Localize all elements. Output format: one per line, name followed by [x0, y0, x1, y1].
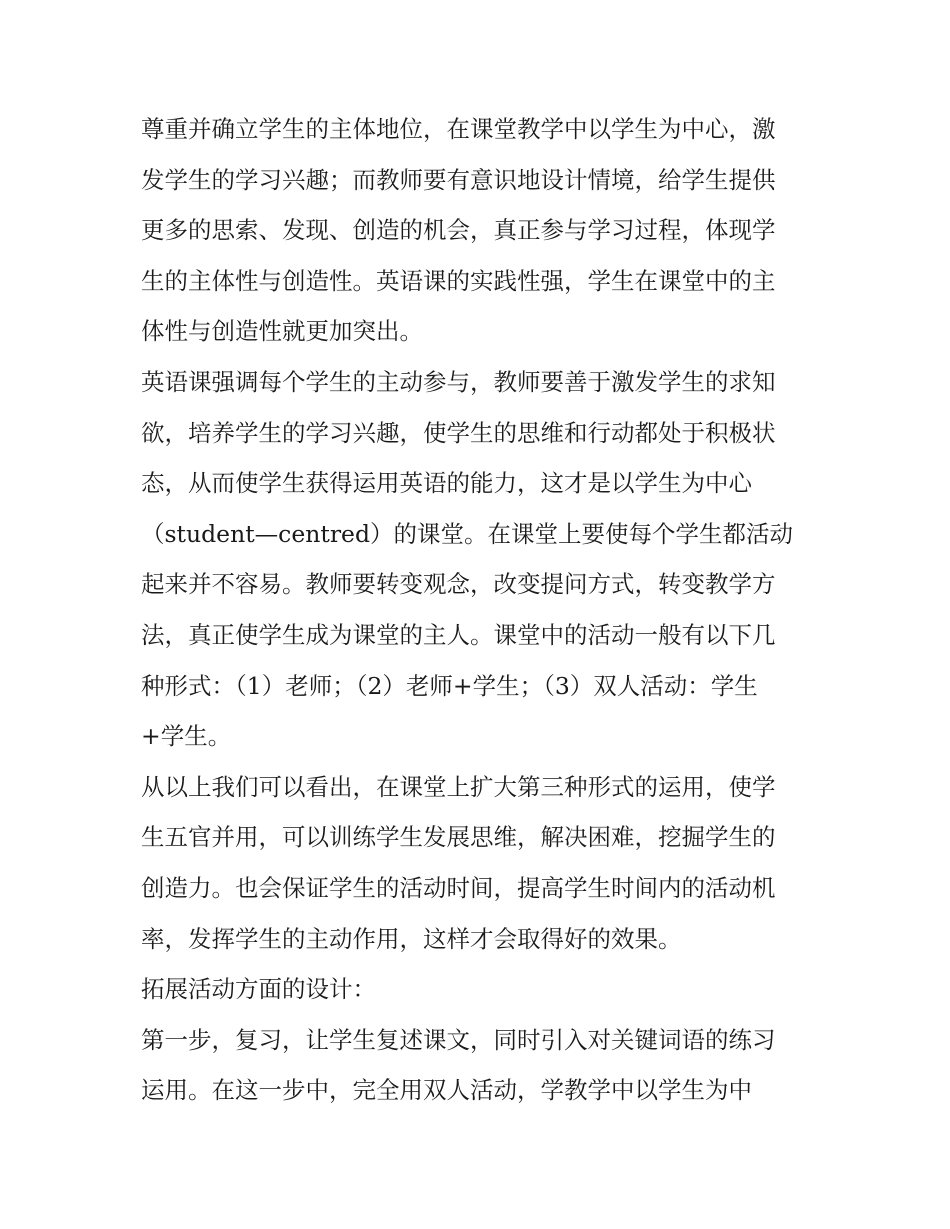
text-line: 生的主体性与创造性。英语课的实践性强，学生在课堂中的主: [141, 266, 776, 295]
text-line: 英语课强调每个学生的主动参与，教师要善于激发学生的求知: [141, 367, 776, 396]
paragraph-active-participation: [141, 357, 816, 762]
paragraph-step-one: [141, 1015, 816, 1116]
paragraph-extension-heading: [141, 964, 816, 1015]
paragraph-student-centered: [141, 104, 816, 357]
text-line: 拓展活动方面的设计：: [141, 975, 376, 1004]
text-line: 更多的思索、发现、创造的机会，真正参与学习过程，体现学: [141, 216, 776, 245]
text-line: （student—centred）的课堂。在课堂上要使每个学生都活动: [141, 519, 793, 548]
text-line: 体性与创造性就更加突出。: [141, 317, 423, 346]
text-line: 运用。在这一步中，完全用双人活动，学教学中以学生为中: [141, 1076, 752, 1105]
text-line: 第一步，复习，让学生复述课文，同时引入对关键词语的练习: [141, 1025, 776, 1054]
text-line: 创造力。也会保证学生的活动时间，提高学生时间内的活动机: [141, 873, 776, 902]
text-line: 态，从而使学生获得运用英语的能力，这才是以学生为中心: [141, 469, 752, 498]
text-line: 生五官并用，可以训练学生发展思维，解决困难，挖掘学生的: [141, 823, 776, 852]
text-line: 起来并不容易。教师要转变观念，改变提问方式，转变教学方: [141, 570, 776, 599]
text-line: 种形式：（1）老师；（2）老师+学生；（3）双人活动：学生: [141, 671, 758, 700]
text-line: 法，真正使学生成为课堂的主人。课堂中的活动一般有以下几: [141, 620, 776, 649]
paragraph-third-form: [141, 762, 816, 964]
text-line: +学生。: [141, 722, 232, 751]
document-body: [141, 104, 816, 1116]
text-line: 发学生的学习兴趣；而教师要有意识地设计情境，给学生提供: [141, 165, 776, 194]
text-line: 从以上我们可以看出，在课堂上扩大第三种形式的运用，使学: [141, 772, 776, 801]
text-line: 尊重并确立学生的主体地位，在课堂教学中以学生为中心，激: [141, 115, 776, 143]
text-line: 率，发挥学生的主动作用，这样才会取得好的效果。: [141, 924, 682, 953]
text-line: 欲，培养学生的学习兴趣，使学生的思维和行动都处于积极状: [141, 418, 776, 447]
